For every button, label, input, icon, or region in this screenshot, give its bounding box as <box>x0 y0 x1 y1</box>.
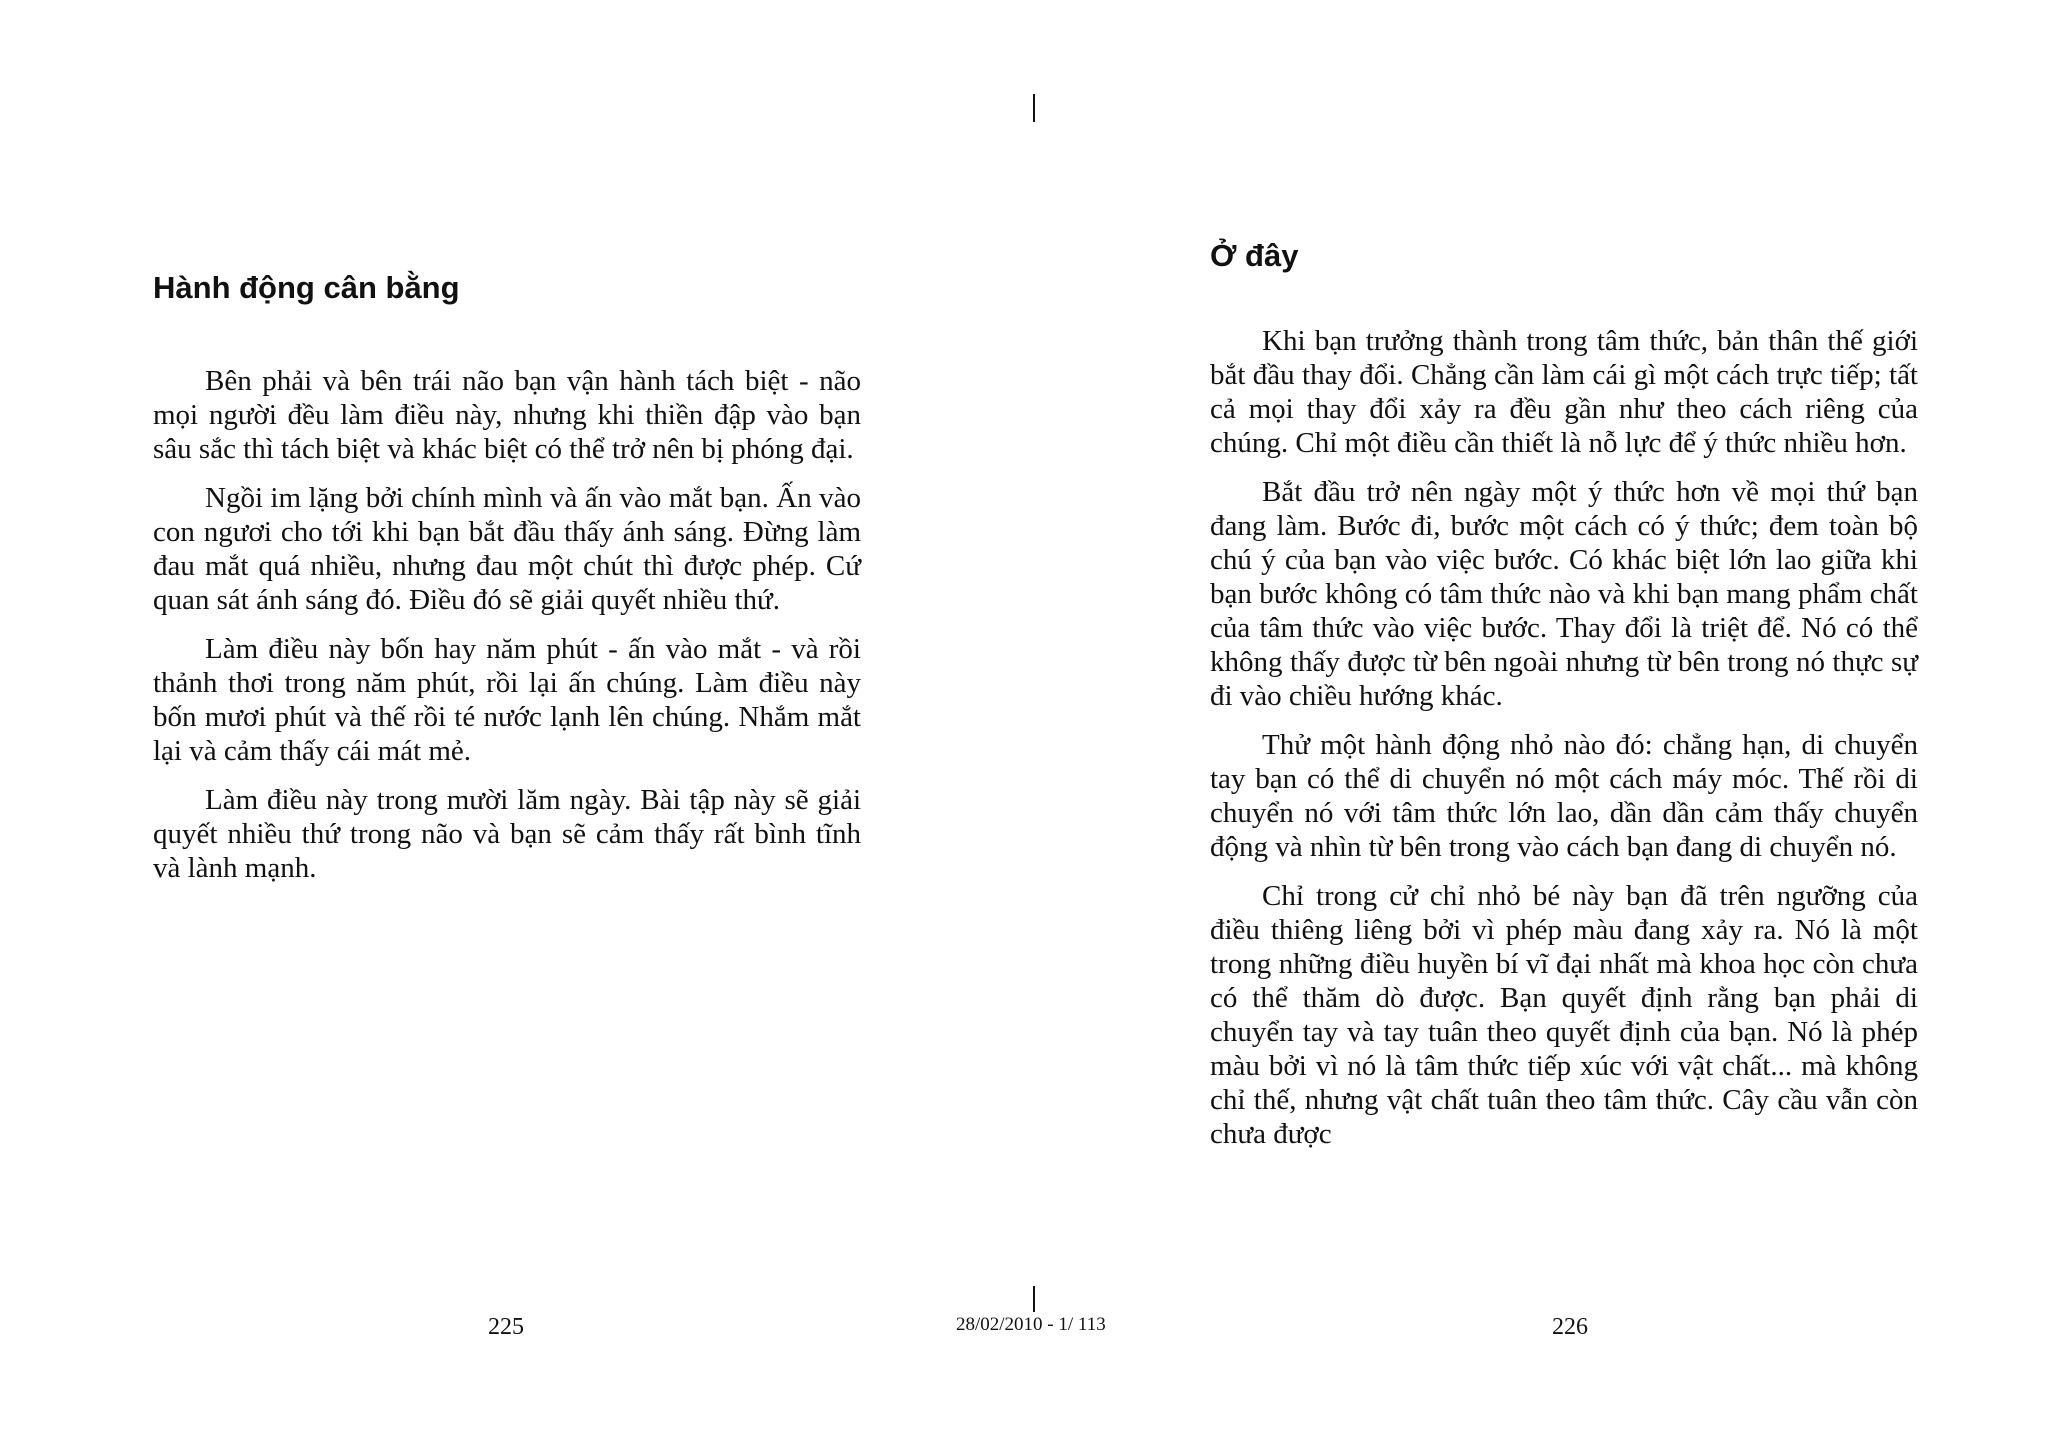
left-page <box>153 268 861 900</box>
right-page-number: 226 <box>1552 1314 1588 1340</box>
right-paragraph: Bắt đầu trở nên ngày một ý thức hơn về mọi thứ bạn đang làm. Bước đi, bước một cách có ý thức; đem toàn bộ chú ý của bạn vào việc bước. Có khác biệt lớn lao giữa khi bạn bước không có tâm thức nào và khi bạn mang phẩm chất của tâm thức vào việc bước. Thay đổi là triệt để. Nó có thể không thấy được từ bên ngoài nhưng từ bên trong nó thực sự đi vào chiều hướng khác. <box>1210 476 1918 712</box>
right-page <box>1210 236 1918 1166</box>
left-paragraph: Bên phải và bên trái não bạn vận hành tách biệt - não mọi người đều làm điều này, nhưng khi thiền đập vào bạn sâu sắc thì tách biệt và khác biệt có thể trở nên bị phóng đại. <box>153 365 861 465</box>
left-paragraph: Ngồi im lặng bởi chính mình và ấn vào mắt bạn. Ấn vào con ngươi cho tới khi bạn bắt đầu thấy ánh sáng. Đừng làm đau mắt quá nhiều, nhưng đau một chút thì được phép. Cứ quan sát ánh sáng đó. Điều đó sẽ giải quyết nhiều thứ. <box>153 482 861 616</box>
crop-mark-bottom <box>1033 1286 1035 1312</box>
left-paragraph: Làm điều này trong mười lăm ngày. Bài tập này sẽ giải quyết nhiều thứ trong não và bạn sẽ cảm thấy rất bình tĩnh và lành mạnh. <box>153 784 861 884</box>
right-paragraph: Chỉ trong cử chỉ nhỏ bé này bạn đã trên ngưỡng của điều thiêng liêng bởi vì phép màu đang xảy ra. Nó là một trong những điều huyền bí vĩ đại nhất mà khoa học còn chưa có thể thăm dò được. Bạn quyết định rằng bạn phải di chuyển tay và tay tuân theo quyết định của bạn. Nó là phép màu bởi vì nó là tâm thức tiếp xúc với vật chất... mà không chỉ thế, nhưng vật chất tuân theo tâm thức. Cây cầu vẫn còn chưa được <box>1210 880 1918 1150</box>
left-page-heading: Hành động cân bằng <box>153 270 460 305</box>
crop-mark-top <box>1033 94 1035 122</box>
right-paragraph: Khi bạn trưởng thành trong tâm thức, bản thân thế giới bắt đầu thay đổi. Chẳng cần làm cái gì một cách trực tiếp; tất cả mọi thay đổi xảy ra đều gần như theo cách riêng của chúng. Chỉ một điều cần thiết là nỗ lực để ý thức nhiều hơn. <box>1210 325 1918 459</box>
left-page-number: 225 <box>488 1314 524 1340</box>
right-paragraph: Thử một hành động nhỏ nào đó: chẳng hạn, di chuyển tay bạn có thể di chuyển nó một cách máy móc. Thế rồi di chuyển nó với tâm thức lớn lao, dần dần cảm thấy chuyển động và nhìn từ bên trong vào cách bạn đang di chuyển nó. <box>1210 729 1918 863</box>
footer-date-stamp: 28/02/2010 - 1/ 113 <box>956 1314 1106 1335</box>
left-paragraph: Làm điều này bốn hay năm phút - ấn vào mắt - và rồi thảnh thơi trong năm phút, rồi lại ấn chúng. Làm điều này bốn mươi phút và thế rồi té nước lạnh lên chúng. Nhắm mắt lại và cảm thấy cái mát mẻ. <box>153 633 861 767</box>
right-page-heading: Ở đây <box>1210 238 1299 273</box>
